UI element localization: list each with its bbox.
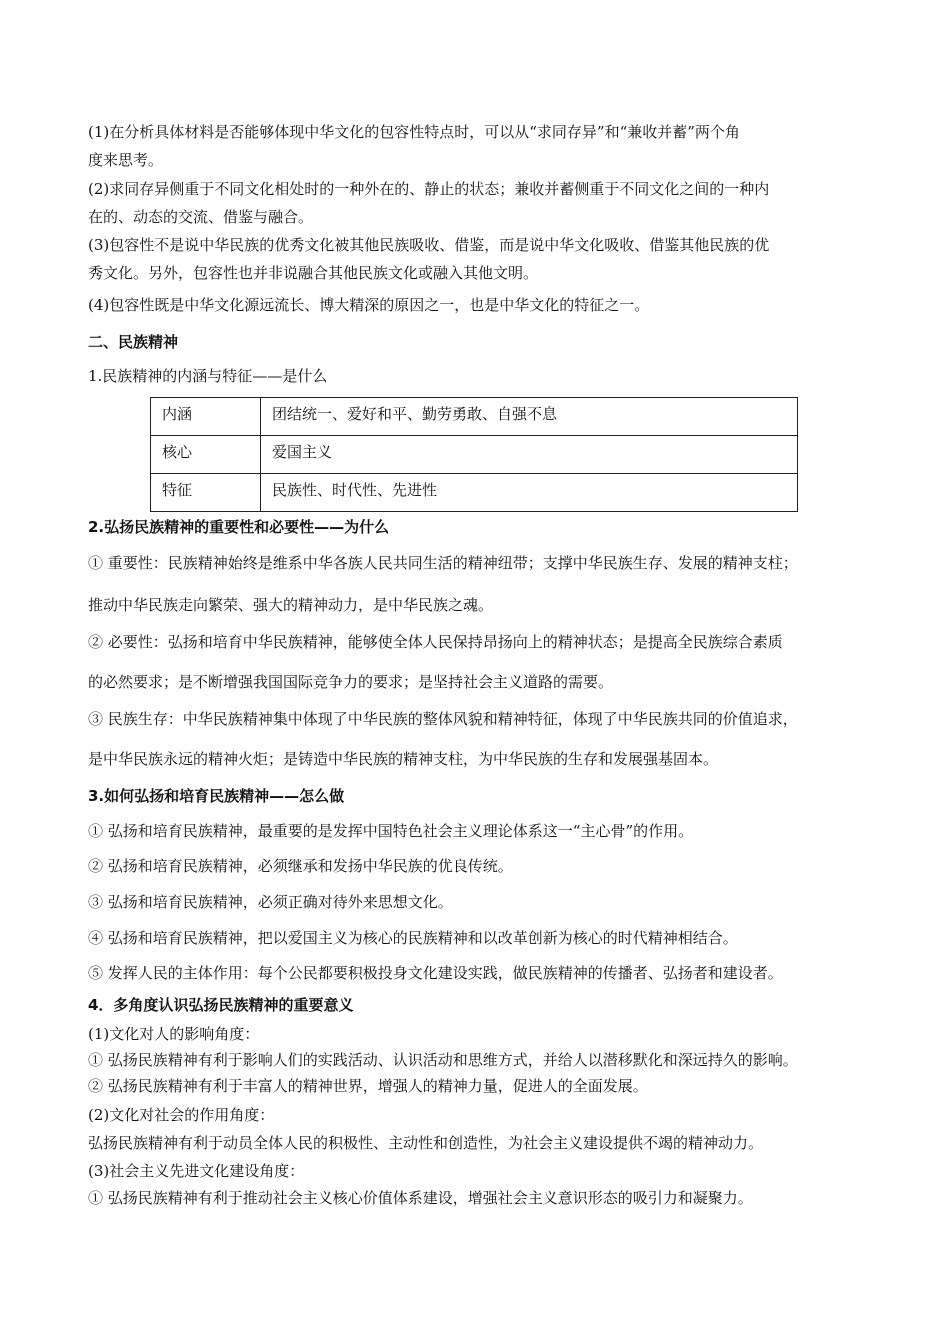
paragraph-line: (3)社会主义先进文化建设角度：: [88, 1162, 305, 1180]
list-item: ③ 弘扬和培育民族精神，必须正确对待外来思想文化。: [88, 893, 453, 911]
note-line: (2)求同存异侧重于不同文化相处时的一种外在的、静止的状态；兼收并蓄侧重于不同文化之间的一种内: [88, 180, 770, 198]
subsection-title: 4．多角度认识弘扬民族精神的重要意义: [88, 996, 354, 1014]
note-line: (1)在分析具体材料是否能够体现中华文化的包容性特点时，可以从“求同存异”和“兼收并蓄”两个角: [88, 123, 740, 141]
subsection-title: 1.民族精神的内涵与特征——是什么: [88, 367, 328, 385]
paragraph-line: ③ 民族生存：中华民族精神集中体现了中华民族的整体风貌和精神特征，体现了中华民族共同的价值追求，: [88, 710, 798, 728]
list-item: ④ 弘扬和培育民族精神，把以爱国主义为核心的民族精神和以改革创新为核心的时代精神相结合。: [88, 929, 738, 947]
list-item: ② 弘扬和培育民族精神，必须继承和发扬中华民族的优良传统。: [88, 857, 513, 875]
table-key-cell: 内涵: [151, 398, 261, 436]
spirit-table: [150, 397, 798, 512]
subsection-title: 3.如何弘扬和培育民族精神——怎么做: [88, 787, 345, 805]
section-heading: 二、民族精神: [88, 333, 179, 351]
note-line: 秀文化。另外，包容性也并非说融合其他民族文化或融入其他文明。: [88, 264, 539, 282]
note-line: 度来思考。: [88, 151, 164, 169]
list-item: ① 弘扬和培育民族精神，最重要的是发挥中国特色社会主义理论体系这一“主心骨”的作用。: [88, 822, 694, 840]
table-value-cell: 民族性、时代性、先进性: [261, 474, 798, 512]
table-value-cell: 团结统一、爱好和平、勤劳勇敢、自强不息: [261, 398, 798, 436]
paragraph-line: ② 必要性：弘扬和培育中华民族精神，能够使全体人民保持昂扬向上的精神状态；是提高全民族综合素质: [88, 633, 783, 651]
paragraph-line: (1)文化对人的影响角度：: [88, 1025, 260, 1043]
table-row: [151, 474, 798, 512]
note-line: 在的、动态的交流、借鉴与融合。: [88, 208, 314, 226]
paragraph-line: 的必然要求；是不断增强我国国际竞争力的要求；是坚持社会主义道路的需要。: [88, 673, 614, 691]
paragraph-line: (2)文化对社会的作用角度：: [88, 1106, 275, 1124]
paragraph-line: ① 重要性：民族精神始终是维系中华各族人民共同生活的精神纽带；支撑中华民族生存、发展的精神支柱；: [88, 554, 798, 572]
list-item: ① 弘扬民族精神有利于推动社会主义核心价值体系建设，增强社会主义意识形态的吸引力和凝聚力。: [88, 1189, 753, 1207]
table-key-cell: 核心: [151, 436, 261, 474]
list-item: ② 弘扬民族精神有利于丰富人的精神世界，增强人的精神力量，促进人的全面发展。: [88, 1077, 648, 1095]
paragraph-line: 推动中华民族走向繁荣、强大的精神动力，是中华民族之魂。: [88, 596, 494, 614]
paragraph-line: 弘扬民族精神有利于动员全体人民的积极性、主动性和创造性，为社会主义建设提供不竭的精神动力。: [88, 1134, 764, 1152]
table-key-cell: 特征: [151, 474, 261, 512]
subsection-title: 2.弘扬民族精神的重要性和必要性——为什么: [88, 518, 390, 536]
table-row: [151, 436, 798, 474]
list-item: ① 弘扬民族精神有利于影响人们的实践活动、认识活动和思维方式，并给人以潜移默化和深远持久的影响。: [88, 1051, 798, 1069]
list-item: ⑤ 发挥人民的主体作用：每个公民都要积极投身文化建设实践，做民族精神的传播者、弘扬者和建设者。: [88, 964, 783, 982]
paragraph-line: 是中华民族永远的精神火炬；是铸造中华民族的精神支柱，为中华民族的生存和发展强基固本。: [88, 750, 719, 768]
table-row: [151, 398, 798, 436]
table-value-cell: 爱国主义: [261, 436, 798, 474]
note-line: (4)包容性既是中华文化源远流长、博大精深的原因之一，也是中华文化的特征之一。: [88, 296, 650, 314]
note-line: (3)包容性不是说中华民族的优秀文化被其他民族吸收、借鉴，而是说中华文化吸收、借鉴其他民族的优: [88, 236, 770, 254]
